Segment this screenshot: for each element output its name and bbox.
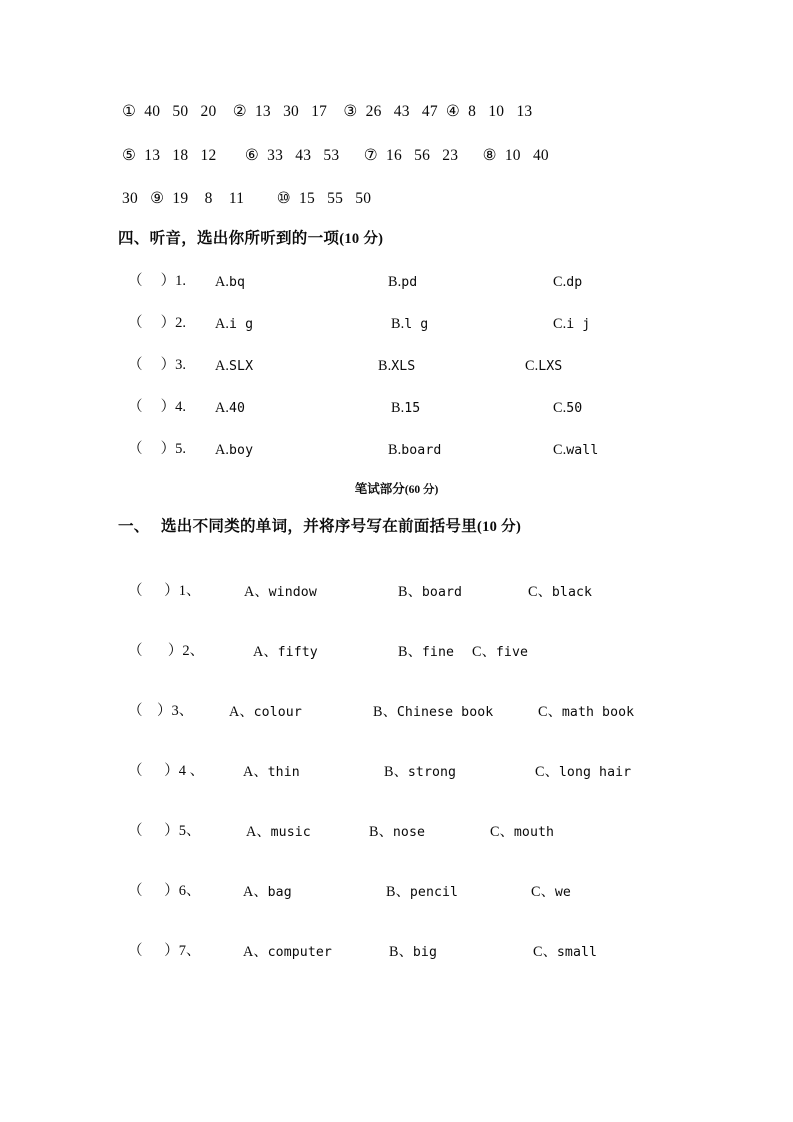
- odd-q6-option-b-label: B、: [386, 884, 410, 900]
- odd-q2-option-b-label: B、: [398, 644, 422, 660]
- odd-q7-option-c[interactable]: [533, 945, 597, 959]
- listening-q2-option-a[interactable]: [215, 317, 253, 331]
- listening-q3-option-a-text: SLX: [229, 359, 254, 374]
- odd-q7-paren[interactable]: （ ）: [128, 943, 179, 959]
- written-part-score: (60 分): [404, 484, 439, 496]
- odd-q1-option-a[interactable]: [244, 585, 317, 599]
- listening-q4-paren[interactable]: （ ）: [128, 399, 176, 415]
- odd-q5-number: 5、: [178, 823, 201, 839]
- listening-q3-option-a[interactable]: [215, 359, 253, 373]
- odd-q2-option-b-text: fine: [421, 645, 455, 660]
- odd-q7-option-b-text: big: [412, 945, 437, 960]
- odd-q5-option-b-label: B、: [369, 824, 393, 840]
- odd-q7-option-a-text: computer: [267, 945, 332, 960]
- odd-q4-option-c-text: long hair: [558, 765, 632, 780]
- listening-q4-option-c-label: C.: [553, 400, 567, 416]
- odd-q2-option-c-label: C、: [472, 644, 496, 660]
- listening-q1-option-a-text: bq: [229, 275, 246, 290]
- odd-q7-option-c-text: small: [556, 945, 598, 960]
- odd-q6-paren[interactable]: （ ）: [128, 883, 179, 899]
- listening-q5-option-c-label: C.: [553, 442, 567, 458]
- odd-q5-paren[interactable]: （ ）: [128, 823, 179, 839]
- listening-q3-paren[interactable]: （ ）: [128, 357, 176, 373]
- written-part-heading: [0, 483, 793, 497]
- odd-q1-option-b-label: B、: [398, 584, 422, 600]
- listening-q4-prefix: [128, 400, 186, 415]
- listening-q3-option-a-label: A.: [215, 358, 229, 374]
- listening-q2-option-c-text: i j: [566, 317, 591, 332]
- written-part-title: 笔试部分: [354, 481, 405, 496]
- odd-q2-number: 2、: [182, 643, 205, 659]
- listening-q3-option-c-label: C.: [525, 358, 539, 374]
- odd-q3-option-a[interactable]: [229, 705, 302, 719]
- odd-q6-option-a-text: bag: [267, 885, 292, 900]
- listening-q5-option-a[interactable]: [215, 443, 253, 457]
- odd-q4-option-a-text: thin: [267, 765, 300, 780]
- listening-q4-number: 4.: [175, 399, 186, 415]
- odd-q2-option-a[interactable]: [253, 645, 318, 659]
- listening-q1-option-c-label: C.: [553, 274, 567, 290]
- listening-q5-option-c[interactable]: [553, 443, 598, 457]
- listening-q2-paren[interactable]: （ ）: [128, 315, 176, 331]
- listening-q1-option-b[interactable]: [388, 275, 417, 289]
- odd-q1-prefix: [128, 584, 201, 599]
- odd-q2-option-a-text: fifty: [277, 645, 318, 660]
- listening-q5-option-b-label: B.: [388, 442, 402, 458]
- listening-q1-option-a[interactable]: [215, 275, 245, 289]
- odd-q5-option-c[interactable]: [490, 825, 554, 839]
- listening-q2-option-b[interactable]: [391, 317, 428, 331]
- odd-q2-option-a-label: A、: [253, 644, 278, 660]
- listening-q5-paren[interactable]: （ ）: [128, 441, 176, 457]
- odd-q1-option-a-label: A、: [244, 584, 269, 600]
- listening-q2-number: 2.: [175, 315, 186, 331]
- odd-q6-option-a[interactable]: [243, 885, 292, 899]
- section-odd-one-out-heading: [118, 519, 521, 535]
- odd-q2-prefix: [128, 644, 204, 659]
- odd-q3-option-a-text: colour: [253, 705, 302, 720]
- odd-q3-option-a-label: A、: [229, 704, 254, 720]
- odd-q4-paren[interactable]: （ ）: [128, 763, 179, 779]
- odd-q3-option-c[interactable]: [538, 705, 634, 719]
- listening-q2-option-c-label: C.: [553, 316, 567, 332]
- odd-q5-option-b-text: nose: [392, 825, 426, 840]
- listening-q1-option-c-text: dp: [566, 275, 583, 290]
- listening-q5-option-b[interactable]: [388, 443, 441, 457]
- listening-q2-option-c[interactable]: [553, 317, 590, 331]
- odd-q1-number: 1、: [178, 583, 201, 599]
- odd-q5-option-a[interactable]: [246, 825, 311, 839]
- odd-q6-option-c-text: we: [554, 885, 571, 900]
- odd-q5-option-c-text: mouth: [513, 825, 555, 840]
- listening-q3-option-b[interactable]: [378, 359, 415, 373]
- odd-q2-option-c[interactable]: [472, 645, 528, 659]
- odd-q1-option-a-text: window: [268, 585, 317, 600]
- odd-q4-option-b[interactable]: [384, 765, 456, 779]
- listening-q4-option-a-text: 40: [229, 401, 246, 416]
- odd-q4-option-a[interactable]: [243, 765, 300, 779]
- dictation-number-row-2: ⑤ 13 18 12 ⑥ 33 43 53 ⑦ 16 56 23 ⑧ 10 40: [122, 147, 549, 164]
- odd-q1-paren[interactable]: （ ）: [128, 583, 179, 599]
- listening-q3-number: 3.: [175, 357, 186, 373]
- odd-q4-number: 4 、: [178, 763, 205, 779]
- listening-q2-prefix: [128, 316, 186, 331]
- listening-q1-option-b-text: pd: [401, 275, 418, 290]
- odd-q3-number: 3、: [171, 703, 194, 719]
- odd-q1-option-b[interactable]: [398, 585, 462, 599]
- listening-q3-option-b-label: B.: [378, 358, 392, 374]
- odd-q4-prefix: [128, 764, 204, 779]
- odd-q6-option-b[interactable]: [386, 885, 458, 899]
- odd-q3-option-c-text: math book: [561, 705, 635, 720]
- listening-q4-option-b-label: B.: [391, 400, 405, 416]
- section-listening-heading: [118, 231, 383, 247]
- listening-q2-option-a-label: A.: [215, 316, 229, 332]
- odd-q3-option-b[interactable]: [373, 705, 493, 719]
- listening-q2-option-a-text: i g: [229, 317, 254, 332]
- odd-q1-option-c-text: black: [551, 585, 593, 600]
- odd-q6-option-c-label: C、: [531, 884, 555, 900]
- listening-q1-option-b-label: B.: [388, 274, 402, 290]
- dictation-number-row-3: 30 ⑨ 19 8 11 ⑩ 15 55 50: [122, 190, 372, 207]
- odd-q4-option-c[interactable]: [535, 765, 631, 779]
- listening-q4-option-c[interactable]: [553, 401, 582, 415]
- odd-q7-option-c-label: C、: [533, 944, 557, 960]
- odd-q6-number: 6、: [178, 883, 201, 899]
- odd-q6-option-a-label: A、: [243, 884, 268, 900]
- listening-q3-option-c-text: LXS: [538, 359, 563, 374]
- odd-q5-option-a-label: A、: [246, 824, 271, 840]
- odd-q1-option-b-text: board: [421, 585, 463, 600]
- section-listening-heading-text: 四、听音，选出你所听到的一项: [118, 229, 340, 247]
- listening-q4-option-a[interactable]: [215, 401, 245, 415]
- odd-q3-paren[interactable]: （ ）: [128, 703, 172, 719]
- listening-q1-option-a-label: A.: [215, 274, 229, 290]
- odd-q2-paren[interactable]: （ ）: [128, 643, 183, 659]
- listening-q5-option-b-text: board: [401, 443, 442, 458]
- odd-q4-option-b-label: B、: [384, 764, 408, 780]
- odd-q4-option-b-text: strong: [407, 765, 457, 780]
- odd-q2-option-b[interactable]: [398, 645, 454, 659]
- listening-q1-paren[interactable]: （ ）: [128, 273, 176, 289]
- listening-q1-number: 1.: [175, 273, 186, 289]
- odd-q3-prefix: [128, 704, 193, 719]
- odd-q7-option-a[interactable]: [243, 945, 332, 959]
- odd-q6-option-c[interactable]: [531, 885, 571, 899]
- listening-q1-prefix: [128, 274, 186, 289]
- section-odd-one-out-score: (10 分): [477, 519, 522, 535]
- odd-q3-option-b-label: B、: [373, 704, 397, 720]
- listening-q3-option-b-text: XLS: [391, 359, 416, 374]
- odd-q2-option-c-text: five: [495, 645, 529, 660]
- dictation-number-row-1: ① 40 50 20 ② 13 30 17 ③ 26 43 47 ④ 8 10 13: [122, 103, 533, 120]
- odd-q7-option-b[interactable]: [389, 945, 437, 959]
- odd-q7-prefix: [128, 944, 201, 959]
- odd-q1-option-c-label: C、: [528, 584, 552, 600]
- listening-q2-option-b-label: B.: [391, 316, 405, 332]
- section-odd-one-out-heading-text: 一、 选出不同类的单词，并将序号写在前面括号里: [118, 517, 477, 535]
- listening-q3-prefix: [128, 358, 186, 373]
- odd-q4-option-a-label: A、: [243, 764, 268, 780]
- listening-q4-option-c-text: 50: [566, 401, 583, 416]
- odd-q5-option-a-text: music: [270, 825, 311, 840]
- section-listening-score: (10 分): [339, 231, 384, 247]
- odd-q6-option-b-text: pencil: [409, 885, 459, 900]
- listening-q3-option-c[interactable]: [525, 359, 562, 373]
- odd-q5-option-b[interactable]: [369, 825, 425, 839]
- listening-q4-option-b-text: 15: [404, 401, 421, 416]
- odd-q3-option-c-label: C、: [538, 704, 562, 720]
- odd-q4-option-c-label: C、: [535, 764, 559, 780]
- listening-q5-prefix: [128, 442, 186, 457]
- odd-q5-prefix: [128, 824, 201, 839]
- listening-q5-number: 5.: [175, 441, 186, 457]
- odd-q7-number: 7、: [178, 943, 201, 959]
- listening-q4-option-a-label: A.: [215, 400, 229, 416]
- odd-q1-option-c[interactable]: [528, 585, 592, 599]
- odd-q7-option-a-label: A、: [243, 944, 268, 960]
- odd-q6-prefix: [128, 884, 201, 899]
- listening-q5-option-a-text: boy: [229, 443, 254, 458]
- odd-q5-option-c-label: C、: [490, 824, 514, 840]
- listening-q4-option-b[interactable]: [391, 401, 420, 415]
- odd-q3-option-b-text: Chinese book: [396, 705, 494, 720]
- listening-q5-option-c-text: wall: [566, 443, 599, 458]
- listening-q5-option-a-label: A.: [215, 442, 229, 458]
- listening-q1-option-c[interactable]: [553, 275, 582, 289]
- odd-q7-option-b-label: B、: [389, 944, 413, 960]
- listening-q2-option-b-text: l g: [404, 317, 429, 332]
